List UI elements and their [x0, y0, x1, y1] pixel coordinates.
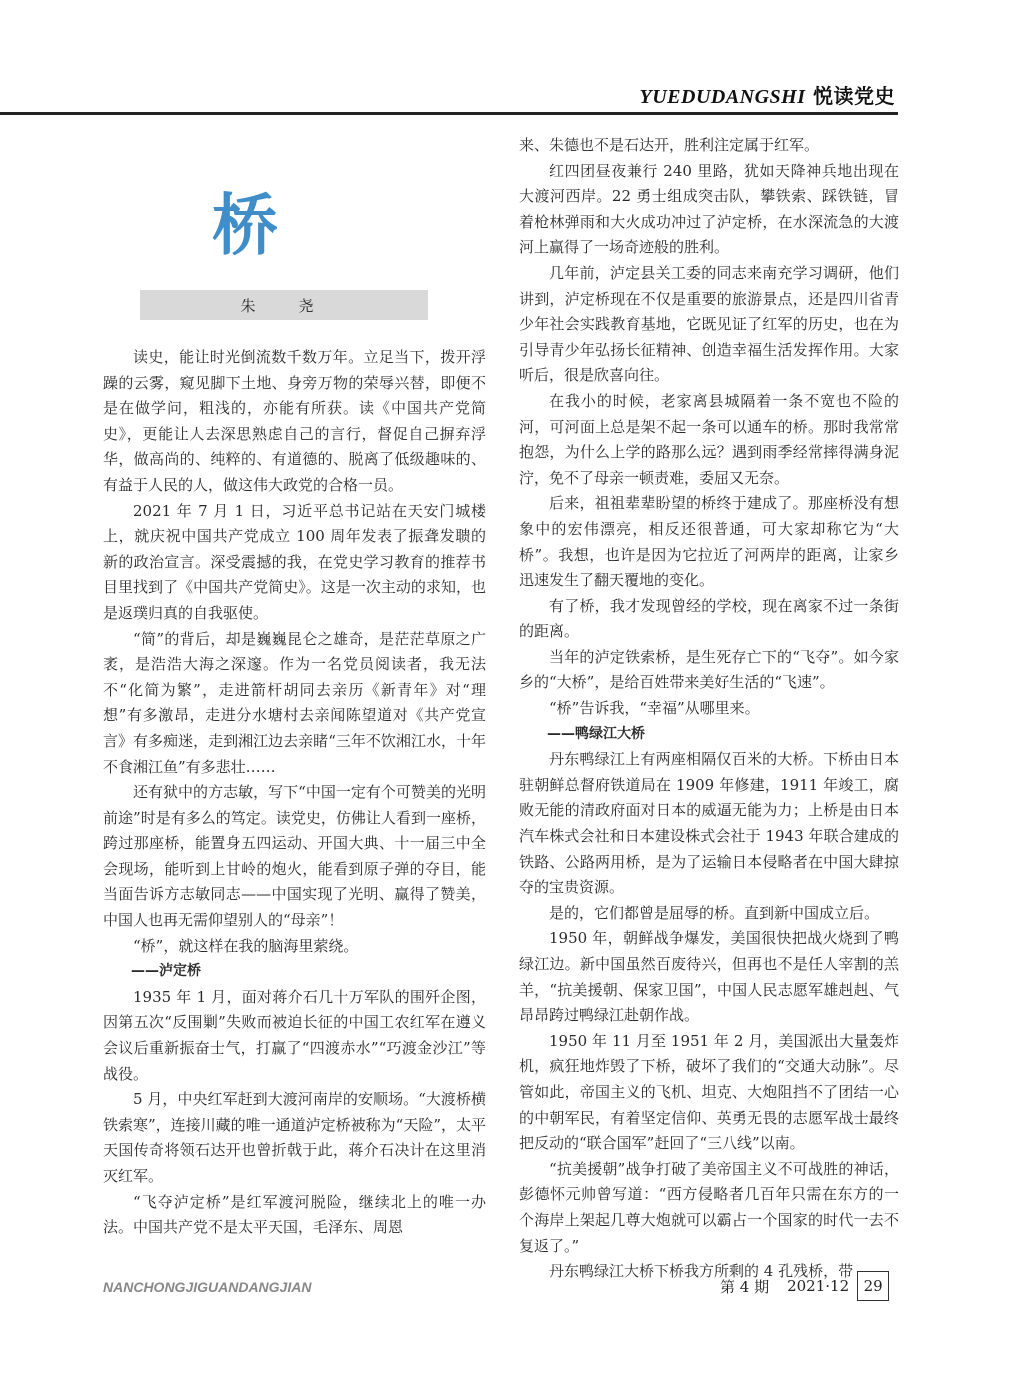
author-name: 朱 尧	[240, 296, 328, 315]
paragraph: 1950 年 11 月至 1951 年 2 月，美国派出大量轰炸机，疯狂地炸毁了下桥，破坏了我们的“交通大动脉”。尽管如此，帝国主义的飞机、坦克、大炮阻挡不了团结一心的中朝军民，有着坚定信仰、英勇无畏的志愿军战士最终把反动的“联合国军”赶回了“三八线”以南。	[519, 1031, 899, 1153]
paragraph: 5 月，中央红军赶到大渡河南岸的安顺场。“大渡桥横铁索寒”，连接川藏的唯一通道泸定桥被称为“天险”，太平天国传奇将领石达开也曾折戟于此，蒋介石决计在这里消灭红军。	[103, 1090, 487, 1185]
footer-date: 2021·12	[787, 1277, 850, 1295]
header-title	[640, 80, 896, 109]
paragraph: 当年的泸定铁索桥，是生死存亡下的“飞夺”。如今家乡的“大桥”，是给百姓带来美好生活的“飞速”。	[519, 647, 899, 692]
paragraph: 丹东鸭绿江上有两座相隔仅百米的大桥。下桥由日本驻朝鲜总督府铁道局在 1909 年修建，1911 年竣工，腐败无能的清政府面对日本的威逼无能为力；上桥是由日本汽车株式会社和日本建设株式会社于 1943 年联合建成的铁路、公路两用桥，是为了运输日本侵略者在中国大肆掠夺的宝贵资源。	[519, 750, 899, 897]
header-rule	[0, 112, 898, 115]
paragraph: 几年前，泸定县关工委的同志来南充学习调研，他们讲到，泸定桥现在不仅是重要的旅游景点，还是四川省青少年社会实践教育基地，它既见证了红军的历史，也在为引导青少年弘扬长征精神、创造幸福生活发挥作用。大家听后，很是欣喜向往。	[519, 263, 899, 385]
page-number: 29	[857, 1271, 889, 1301]
paragraph: 1935 年 1 月，面对蒋介石几十万军队的围歼企图，因第五次“反围剿”失败而被迫长征的中国工农红军在遵义会议后重新振奋士气，打赢了“四渡赤水”“巧渡金沙江”等战役。	[103, 987, 486, 1083]
article-title: 桥	[212, 186, 278, 264]
paragraph: 有了桥，我才发现曾经的学校，现在离家不过一条街的距离。	[519, 596, 899, 641]
paragraph: “桥”，就这样在我的脑海里萦绕。	[133, 936, 359, 955]
paragraph: 红四团昼夜兼行 240 里路，犹如天降神兵地出现在大渡河西岸。22 勇士组成突击队，攀铁索、踩铁链，冒着枪林弹雨和大火成功冲过了泸定桥，在水深流急的大渡河上赢得了一场奇迹般的胜利。	[519, 161, 899, 257]
section-subheading: ——泸定桥	[131, 963, 201, 980]
paragraph: 2021 年 7 月 1 日，习近平总书记站在天安门城楼上，就庆祝中国共产党成立 100 周年发表了振聋发聩的新的政治宣言。深受震撼的我，在党史学习教育的推荐书目里找到了《中国共产党简史》。这是一次主动的求知，也是返璞归真的自我驱使。	[103, 501, 486, 622]
paragraph: 来、朱德也不是石达开，胜利注定属于红军。	[519, 136, 820, 154]
paragraph: “桥”告诉我，“幸福”从哪里来。	[549, 699, 760, 718]
paragraph: 在我小的时候，老家离县城隔着一条不宽也不险的河，可河面上总是架不起一条可以通车的桥。那时我常常抱怨，为什么上学的路那么远？遇到雨季经常摔得满身泥泞，免不了母亲一顿责难，委屈又无奈。	[519, 391, 899, 487]
paragraph: “抗美援朝”战争打破了美帝国主义不可战胜的神话，彭德怀元帅曾写道：“西方侵略者几百年只需在东方的一个海岸上架起几尊大炮就可以霸占一个国家的时代一去不复返了。”	[519, 1159, 899, 1255]
header-title-cn: 悦读党史	[813, 84, 895, 108]
paragraph: 还有狱中的方志敏，写下“中国一定有个可赞美的光明前途”时是有多么的笃定。读党史，仿佛让人看到一座桥，跨过那座桥，能置身五四运动、开国大典、十一届三中全会现场，能听到上甘岭的炮火，能看到原子弹的夺目，能当面告诉方志敏同志——中国实现了光明、赢得了赞美，中国人也再无需仰望别人的“母亲”！	[103, 783, 486, 930]
footer-issue: 第 4 期	[720, 1277, 770, 1296]
paragraph: 是的，它们都曾是屈辱的桥。直到新中国成立后。	[549, 903, 880, 922]
paragraph: “飞夺泸定桥”是红军渡河脱险，继续北上的唯一办法。中国共产党不是太平天国，毛泽东、周恩	[103, 1192, 486, 1237]
footer-publication: NANCHONGJIGUANDANGJIAN	[103, 1279, 312, 1295]
section-subheading: ——鸭绿江大桥	[547, 725, 645, 742]
header-title-en: YUEDUDANGSHI	[639, 86, 806, 108]
paragraph: “简”的背后，却是巍巍昆仑之雄奇，是茫茫草原之广袤，是浩浩大海之深邃。作为一名党员阅读者，我无法不“化简为繁”，走进箭杆胡同去亲历《新青年》对“理想”有多激昂，走进分水塘村去亲闻陈望道对《共产党宣言》有多痴迷，走到湘江边去亲睹“三年不饮湘江水，十年不食湘江鱼”有多悲壮……	[103, 629, 486, 776]
right-column	[519, 133, 899, 1285]
paragraph: 1950 年，朝鲜战争爆发，美国很快把战火烧到了鸭绿江边。新中国虽然百废待兴，但再也不是任人宰割的羔羊，“抗美援朝、保家卫国”，中国人民志愿军雄赳赳、气昂昂跨过鸭绿江赴朝作战。	[519, 929, 899, 1025]
paragraph: 读史，能让时光倒流数千数万年。立足当下，拨开浮躁的云雾，窥见脚下土地、身旁万物的荣辱兴替，即便不是在做学问，粗浅的，亦能有所获。读《中国共产党简史》，更能让人去深思熟虑自己的言行，督促自己摒弃浮华，做高尚的、纯粹的、有道德的、脱离了低级趣味的、有益于人民的人，做这伟大政党的合格一员。	[103, 348, 486, 494]
footer-info	[720, 1271, 889, 1301]
paragraph: 后来，祖祖辈辈盼望的桥终于建成了。那座桥没有想象中的宏伟漂亮，相反还很普通，可大家却称它为“大桥”。我想，也许是因为它拉近了河两岸的距离，让家乡迅速发生了翻天覆地的变化。	[519, 494, 899, 590]
author-bar	[140, 290, 428, 320]
paragraph: 丹东鸭绿江大桥下桥我方所剩的 4 孔残桥，带	[549, 1262, 854, 1281]
left-column	[103, 345, 486, 1241]
